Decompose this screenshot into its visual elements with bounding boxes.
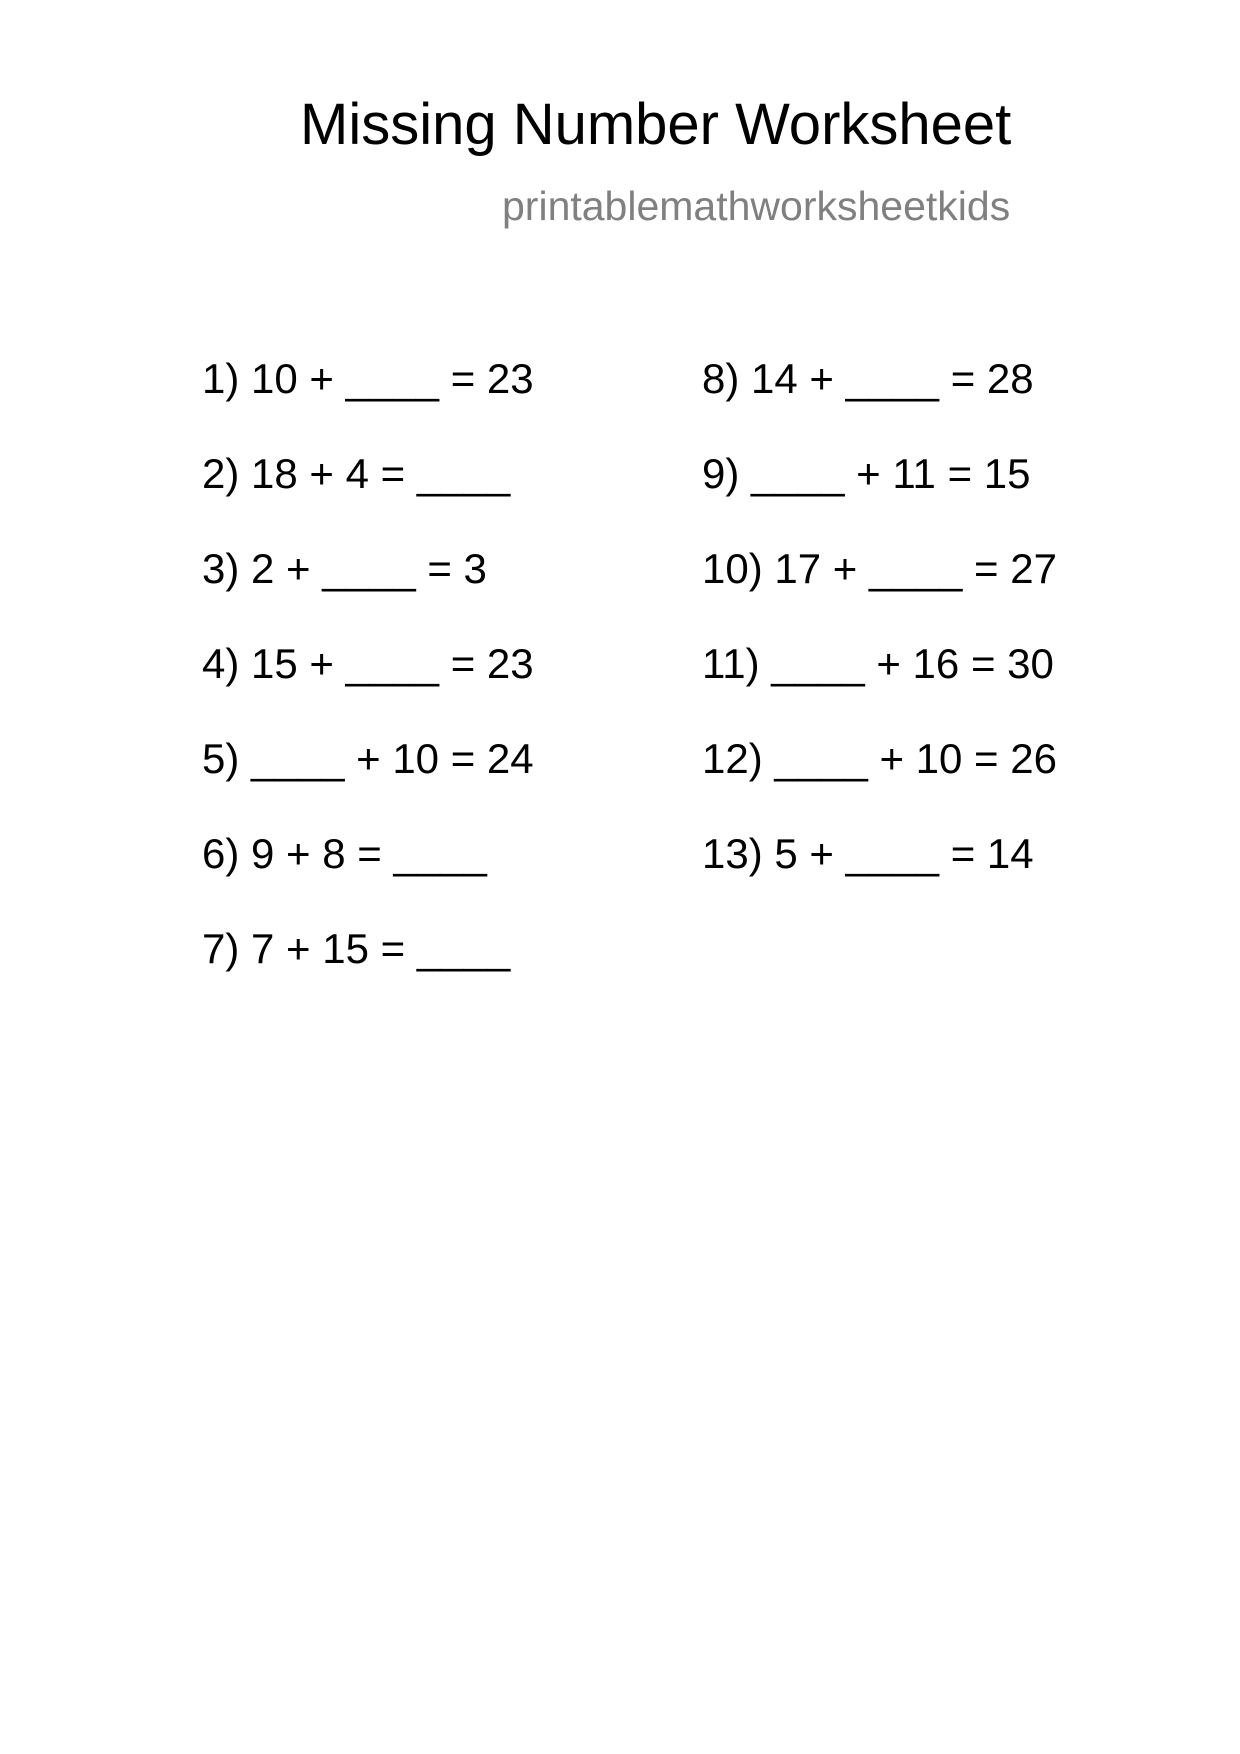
worksheet-title: Missing Number Worksheet [300, 92, 1012, 157]
problem-1: 1) 10 + ____ = 23 [202, 355, 534, 402]
problem-5: 5) ____ + 10 = 24 [202, 735, 534, 782]
problem-7: 7) 7 + 15 = ____ [202, 925, 511, 972]
problem-12: 12) ____ + 10 = 26 [702, 735, 1057, 782]
problem-10: 10) 17 + ____ = 27 [702, 545, 1057, 592]
problem-2: 2) 18 + 4 = ____ [202, 450, 511, 497]
problem-9: 9) ____ + 11 = 15 [702, 450, 1031, 497]
problem-6: 6) 9 + 8 = ____ [202, 830, 487, 877]
problem-4: 4) 15 + ____ = 23 [202, 640, 534, 687]
problem-11: 11) ____ + 16 = 30 [702, 640, 1054, 687]
problem-3: 3) 2 + ____ = 3 [202, 545, 487, 592]
problem-8: 8) 14 + ____ = 28 [702, 355, 1034, 402]
problem-13: 13) 5 + ____ = 14 [702, 830, 1034, 877]
worksheet-source: printablemathworksheetkids [502, 183, 1011, 229]
